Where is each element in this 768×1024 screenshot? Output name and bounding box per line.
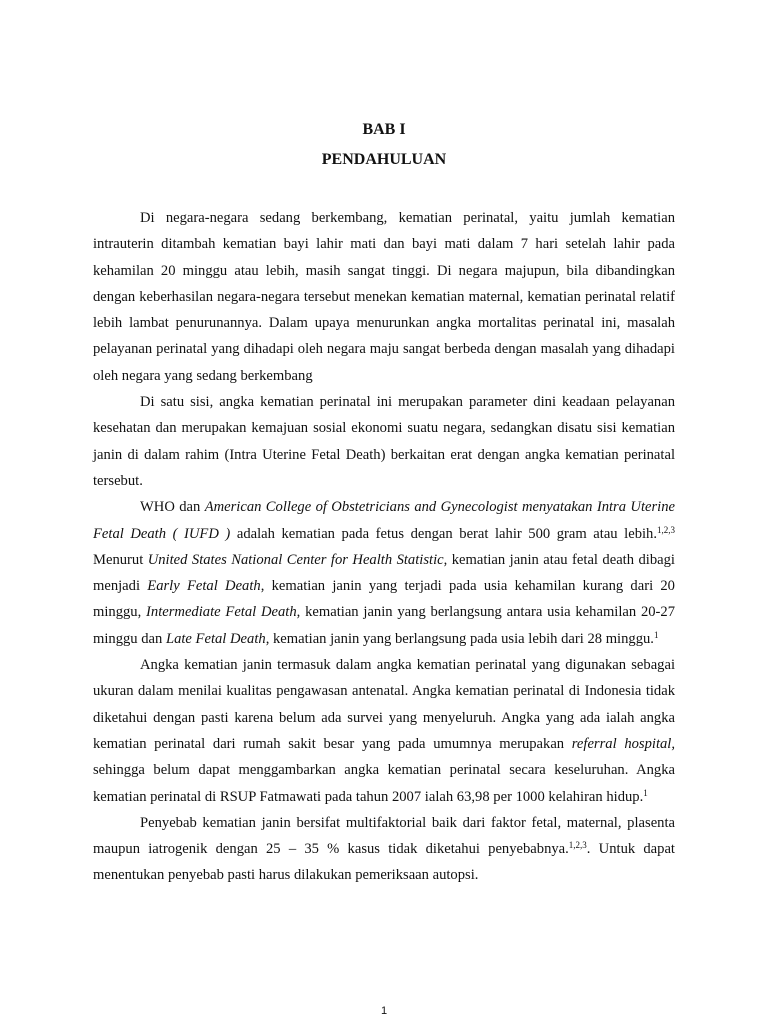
italic-term: Intermediate Fetal Death xyxy=(146,604,297,621)
text-run: Menurut xyxy=(93,551,148,568)
citation-superscript: 1 xyxy=(653,629,659,640)
paragraph-3 xyxy=(93,494,675,652)
citation-superscript: 1 xyxy=(643,787,648,798)
text-run: , kematian janin atau fetal death dibagi menjadi xyxy=(93,551,675,595)
text-run: Di negara-negara sedang berkembang, kematian perinatal, yaitu jumlah kematian intrauterin ditambah kematian bayi lahir mati dan bayi mati dalam 7 hari setelah lahir pada kehamilan 20 minggu atau lebih, masih sangat tinggi. Di negara majupun, bila dibandingkan dengan keberhasilan negara-negara tersebut menekan kematian maternal, kematian perinatal relatif lebih lambat penurunannya. Dalam upaya menurunkan angka mortalitas perinatal ini, masalah pelayanan perinatal yang dihadapi oleh negara maju sangat berbeda dengan masalah yang dihadapi oleh negara yang sedang berkembang xyxy=(93,210,675,384)
paragraph-4 xyxy=(93,652,675,810)
italic-term: Late Fetal Death xyxy=(165,630,266,647)
citation-superscript: 1,2,3 xyxy=(568,840,587,851)
text-run: . Untuk dapat menentukan penyebab pasti harus dilakukan pemeriksaan autopsi. xyxy=(93,841,675,884)
text-run: , kematian janin yang terjadi pada usia kehamilan kurang dari 20 minggu, xyxy=(93,578,675,621)
text-run: Di satu sisi, angka kematian perinatal ini merupakan parameter dini keadaan pelayanan kesehatan dan merupakan kemajuan sosial ekonomi suatu negara, sedangkan disatu sisi kematian janin di dalam rahim (Intra Uterine Fetal Death) berkaitan erat dengan angka kematian perinatal tersebut. xyxy=(93,394,675,489)
italic-term: American College of Obstetricians and Gynecologist menyatakan Intra Uterine Fetal Death ( IUFD ) xyxy=(93,499,675,542)
paragraph-2 xyxy=(93,389,675,494)
chapter-heading: BAB I xyxy=(362,121,406,138)
text-run: , kematian janin yang berlangsung pada usia lebih dari 28 minggu. xyxy=(265,630,654,647)
body-text xyxy=(93,205,675,889)
citation-superscript: 1,2,3 xyxy=(657,524,675,535)
italic-term: Early Fetal Death xyxy=(147,578,261,595)
page-number: 1 xyxy=(380,1005,388,1017)
text-run: , kematian janin yang berlangsung antara usia kehamilan 20-27 minggu dan xyxy=(93,604,676,647)
text-run: sehingga belum dapat menggambarkan angka kematian perinatal secara keseluruhan. Angka kematian perinatal di RSUP Fatmawati pada tahun 2007 ialah 63,98 per 1000 kelahiran hidup. xyxy=(93,762,675,805)
text-run: WHO dan xyxy=(140,499,205,516)
text-run: adalah kematian pada fetus dengan berat lahir 500 gram atau lebih. xyxy=(230,525,657,542)
text-run: Angka kematian janin termasuk dalam angka kematian perinatal yang digunakan sebagai ukuran dalam menilai kualitas pengawasan antenatal. Angka kematian perinatal di Indonesia tidak diketahui dengan pasti karena belum ada survei yang menyeluruh. Angka yang ada ialah angka kematian perinatal dari rumah sakit besar yang pada umumnya merupakan xyxy=(93,657,675,752)
italic-term: United States National Center for Health Statistic xyxy=(147,551,444,568)
paragraph-5 xyxy=(93,810,675,889)
italic-term: referral hospital, xyxy=(571,735,675,752)
paragraph-1 xyxy=(93,205,675,389)
text-run: Penyebab kematian janin bersifat multifaktorial baik dari faktor fetal, maternal, plasenta maupun iatrogenik dengan 25 – 35 % kasus tidak diketahui penyebabnya. xyxy=(93,814,675,858)
chapter-title: PENDAHULUAN xyxy=(321,151,447,168)
